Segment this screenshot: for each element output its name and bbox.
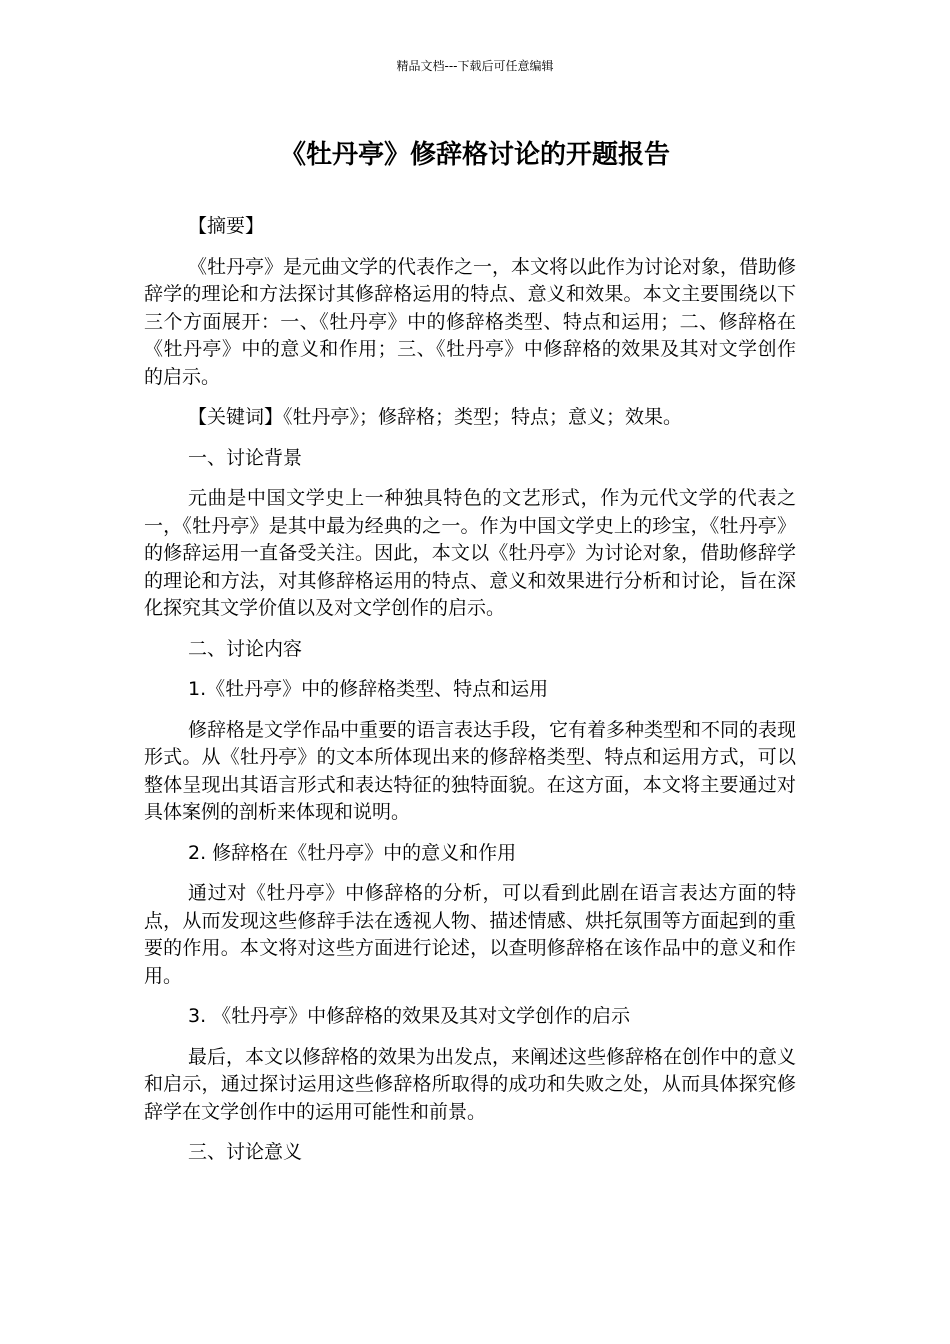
subsection-heading-2: 2. 修辞格在《牡丹亭》中的意义和作用 xyxy=(188,841,517,864)
subsection-paragraph-2: 通过对《牡丹亭》中修辞格的分析，可以看到此剧在语言表达方面的特点，从而发现这些修辞手法在透视人物、描述情感、烘托氛围等方面起到的重要的作用。本文将对这些方面进行论述，以查明修辞格在该作品中的意义和作用。 xyxy=(144,882,796,987)
section-heading-significance: 三、讨论意义 xyxy=(188,1141,303,1163)
section-heading-background: 一、讨论背景 xyxy=(188,446,303,469)
subsection-heading-1: 1.《牡丹亭》中的修辞格类型、特点和运用 xyxy=(188,678,549,700)
keywords-paragraph: 【关键词】《牡丹亭》；修辞格；类型；特点；意义；效果。 xyxy=(188,406,683,428)
document-title: 《牡丹亭》修辞格讨论的开题报告 xyxy=(279,140,670,170)
header-note: 精品文档---下载后可任意编辑 xyxy=(396,59,554,73)
document-body xyxy=(144,213,796,1180)
abstract-paragraph: 《牡丹亭》是元曲文学的代表作之一，本文将以此作为讨论对象，借助修辞学的理论和方法探讨其修辞格运用的特点、意义和效果。本文主要围绕以下三个方面展开：一、《牡丹亭》中的修辞格类型、特点和运用；二、修辞格在《牡丹亭》中的意义和作用；三、《牡丹亭》中修辞格的效果及其对文学创作的启示。 xyxy=(144,255,797,388)
section-heading-content: 二、讨论内容 xyxy=(188,637,303,660)
abstract-heading: 【摘要】 xyxy=(188,215,265,237)
subsection-paragraph-1: 修辞格是文学作品中重要的语言表达手段，它有着多种类型和不同的表现形式。从《牡丹亭》的文本所体现出来的修辞格类型、特点和运用方式，可以整体呈现出其语言形式和表达特征的独特面貌。在这方面，本文将主要通过对具体案例的剖析来体现和说明。 xyxy=(144,718,797,823)
subsection-paragraph-3: 最后，本文以修辞格的效果为出发点，来阐述这些修辞格在创作中的意义和启示，通过探讨运用这些修辞格所取得的成功和失败之处，从而具体探究修辞学在文学创作中的运用可能性和前景。 xyxy=(144,1045,797,1123)
background-paragraph: 元曲是中国文学史上一种独具特色的文艺形式，作为元代文学的代表之一，《牡丹亭》是其中最为经典的之一。作为中国文学史上的珍宝，《牡丹亭》的修辞运用一直备受关注。因此，本文以《牡丹亭》为讨论对象，借助修辞学的理论和方法，对其修辞格运用的特点、意义和效果进行分析和讨论，旨在深化探究其文学价值以及对文学创作的启示。 xyxy=(144,487,796,619)
subsection-heading-3: 3. 《牡丹亭》中修辞格的效果及其对文学创作的启示 xyxy=(188,1005,631,1027)
